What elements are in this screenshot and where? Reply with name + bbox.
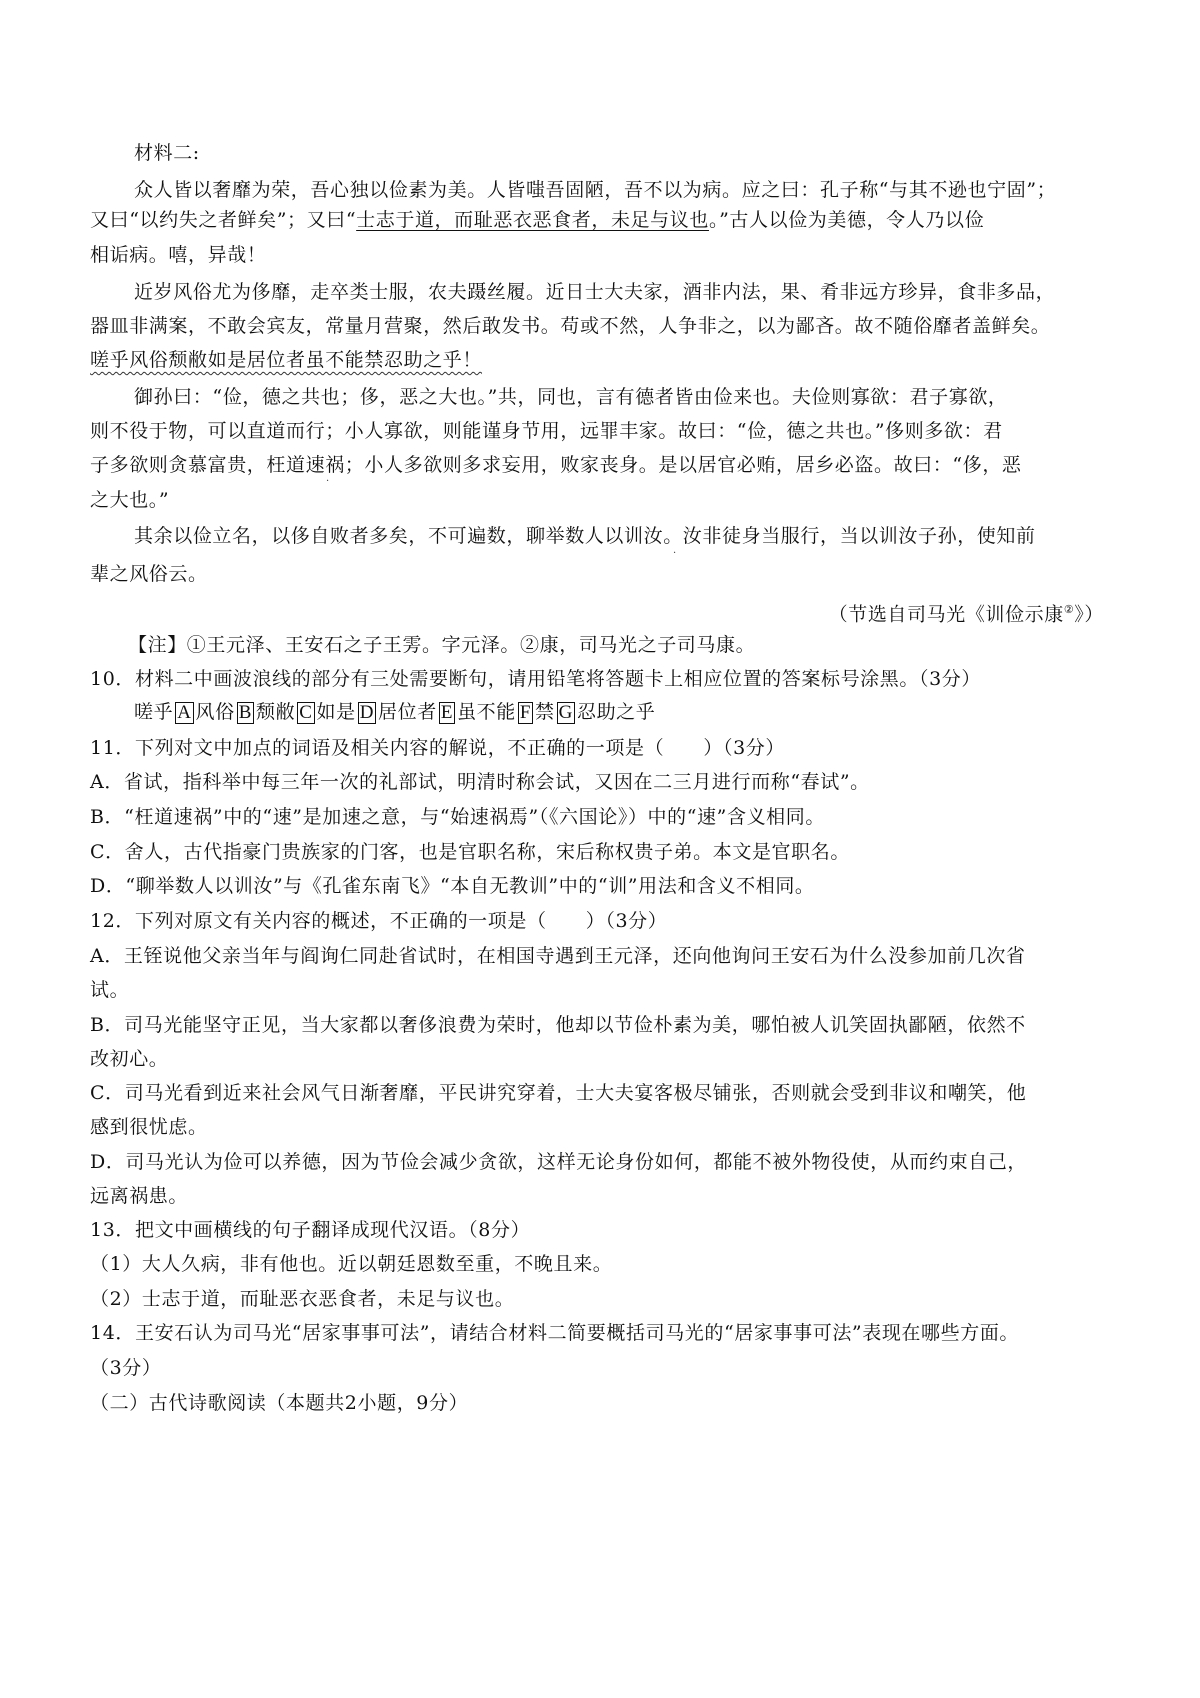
q10-options: 嗟乎 A 风俗 B 颓敝 C 如是 D 居位者 E 虽不能 F 禁 G 忍助之乎	[134, 701, 656, 723]
underlined-sentence: 士志于道，而耻恶衣恶食者，未足与议也	[356, 209, 709, 231]
q12-option-d-line1: D．司马光认为俭可以养德，因为节俭会减少贪欲，这样无论身份如何，都能不被外物役使，从而约束自己，	[90, 1151, 1028, 1173]
p1-line1: 众人皆以奢靡为荣，吾心独以俭素为美。人皆嗤吾固陋，吾不以为病。应之曰：孔子称“与其不逊也宁固”；	[134, 179, 1057, 201]
q12-option-d-line2: 远离祸患。	[90, 1185, 189, 1207]
q12-option-c-line2: 感到很忧虑。	[90, 1116, 208, 1138]
q13-stem: 13．把文中画横线的句子翻译成现代汉语。（8分）	[90, 1219, 531, 1241]
q12-option-c-line1: C．司马光看到近来社会风气日渐奢靡，平民讲究穿着，士大夫宴客极尽铺张，否则就会受到非议和嘲笑，他	[90, 1082, 1027, 1104]
p3-line2: 则不役于物，可以直道而行；小人寡欲，则能谨身节用，远罪丰家。故曰：“俭，德之共也。”侈则多欲：君	[90, 420, 1003, 442]
p3-line3: 子多欲则贪慕富贵，枉道速祸；小人多欲则多求妄用，败家丧身。是以居官必贿，居乡必盗。故曰：“侈，恶	[90, 454, 1022, 476]
option-box-e[interactable]: E	[440, 702, 454, 723]
q10-stem: 10．材料二中画波浪线的部分有三处需要断句，请用铅笔将答题卡上相应位置的答案标号涂黑。（3分）	[90, 668, 981, 690]
p1-line3: 相诟病。嘻，异哉！	[90, 244, 267, 266]
source-citation: （节选自司马光《训俭示康②》）	[828, 603, 1104, 626]
q11-option-b: B．“枉道速祸”中的“速”是加速之意，与“始速祸焉”（《六国论》）中的“速”含义相同。	[90, 806, 825, 828]
material-label: 材料二:	[134, 142, 200, 164]
option-box-c[interactable]: C	[299, 702, 313, 723]
p2-line3-wavy	[90, 346, 1120, 374]
q12-stem: 12．下列对原文有关内容的概述，不正确的一项是（ ）（3分）	[90, 910, 668, 932]
p2-line1: 近岁风俗尤为侈靡，走卒类士服，农夫蹑丝履。近日士大夫家，酒非内法，果、肴非远方珍异，食非多品，	[134, 281, 1056, 303]
q12-option-a-line2: 试。	[90, 979, 130, 1001]
p3-line1: 御孙曰：“俭，德之共也；侈，恶之大也。”共，同也，言有德者皆由俭来也。夫俭则寡欲：君子寡欲，	[134, 386, 1008, 408]
q13-sentence-2: （2）士志于道，而耻恶衣恶食者，未足与议也。	[90, 1288, 515, 1310]
q13-sentence-1: （1）大人久病，非有他也。近以朝廷恩数至重，不晚且来。	[90, 1253, 613, 1275]
p3-line4: 之大也。”	[90, 489, 170, 511]
q12-option-b-line2: 改初心。	[90, 1048, 169, 1070]
q11-option-c: C．舍人，古代指豪门贵族家的门客，也是官职名称，宋后称权贵子弟。本文是官职名。	[90, 841, 850, 863]
wavy-underlined-sentence: 嗟乎风俗颓敝如是居位者虽不能禁忍助之乎！	[90, 349, 483, 371]
q14-line2: （3分）	[90, 1357, 162, 1379]
emphasis-dot: ·	[326, 476, 330, 487]
section-heading: （二）古代诗歌阅读（本题共2小题，9分）	[90, 1392, 469, 1414]
q14-line1: 14．王安石认为司马光“居家事事可法”，请结合材料二简要概括司马光的“居家事事可法”表现在哪些方面。	[90, 1322, 1020, 1344]
q11-option-d: D．“聊举数人以训汝”与《孔雀东南飞》“本自无教训”中的“训”用法和含义不相同。	[90, 875, 815, 897]
option-box-g[interactable]: G	[558, 702, 573, 723]
option-box-d[interactable]: D	[359, 702, 375, 723]
q11-option-a: A．省试，指科举中每三年一次的礼部试，明清时称会试，又因在二三月进行而称“春试”。	[90, 771, 870, 793]
q12-option-b-line1: B．司马光能坚守正见，当大家都以奢侈浪费为荣时，他却以节俭朴素为美，哪怕被人讥笑固执鄙陋，依然不	[90, 1014, 1026, 1036]
p2-line2: 器皿非满案，不敢会宾友，常量月营聚，然后敢发书。苟或不然，人争非之，以为鄙吝。故不随俗靡者盖鲜矣。	[90, 315, 1051, 337]
p4-line2: 辈之风俗云。	[90, 563, 208, 585]
annotation-note: 【注】①王元泽、王安石之子王雱。字元泽。②康，司马光之子司马康。	[128, 634, 756, 656]
p1-line2: 又曰“以约失之者鲜矣”；又曰“士志于道，而耻恶衣恶食者，未足与议也。”古人以俭为美德，令人乃以俭	[90, 209, 985, 231]
p4-line1: 其余以俭立名，以侈自败者多矣，不可遍数，聊举数人以训汝。汝非徒身当服行，当以训汝子孙，使知前	[134, 525, 1036, 547]
option-box-a[interactable]: A	[177, 702, 192, 723]
option-box-b[interactable]: B	[238, 702, 253, 723]
option-box-f[interactable]: F	[519, 702, 532, 723]
q11-stem: 11．下列对文中加点的词语及相关内容的解说，不正确的一项是（ ）（3分）	[90, 737, 785, 759]
emphasis-dot: ·	[673, 548, 677, 559]
q12-option-a-line1: A．王铚说他父亲当年与阎询仁同赴省试时，在相国寺遇到王元泽，还向他询问王安石为什么没参加前几次省	[90, 945, 1026, 967]
